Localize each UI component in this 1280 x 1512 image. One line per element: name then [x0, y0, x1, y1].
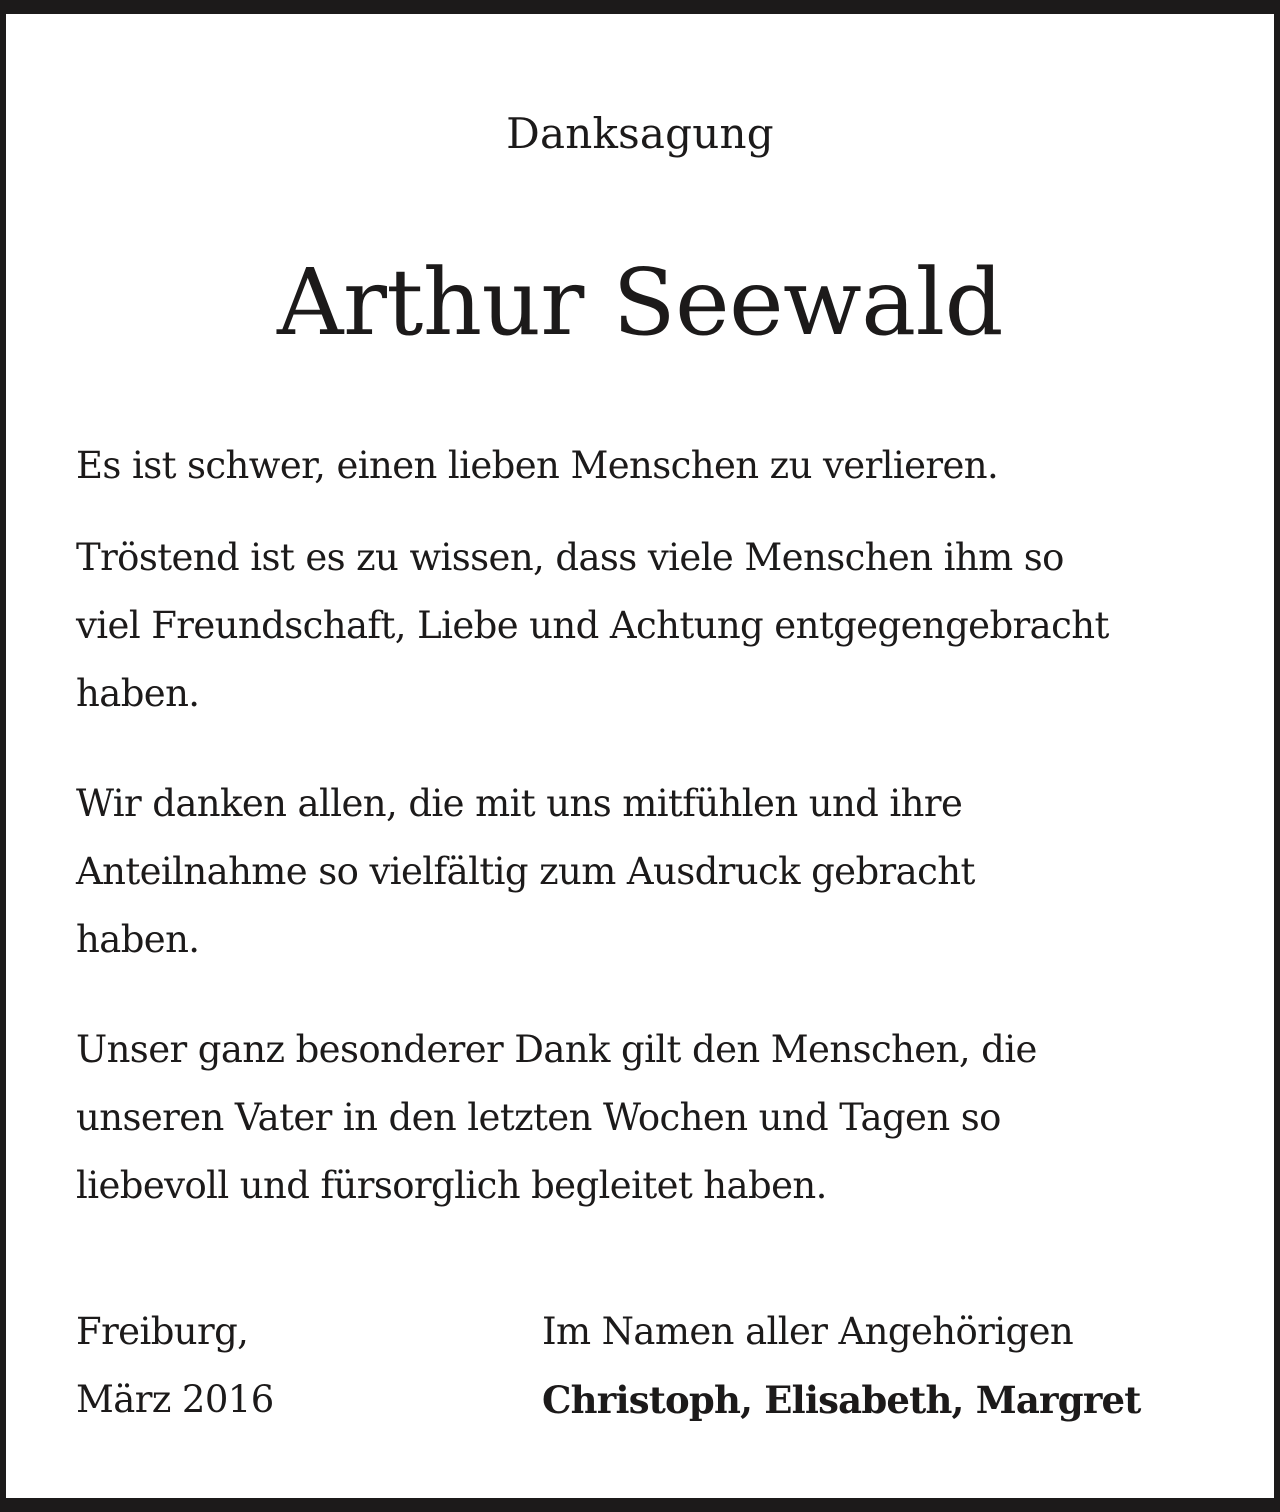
paragraph [76, 432, 1206, 500]
place: Freiburg, [76, 1310, 249, 1353]
date: März 2016 [76, 1378, 274, 1421]
paragraph-line: haben. [76, 672, 200, 715]
paragraph-line: Tröstend ist es zu wissen, dass viele Menschen ihm so [76, 536, 1064, 579]
notice-heading: Danksagung [506, 109, 774, 158]
paragraph [76, 524, 1206, 728]
deceased-name: Arthur Seewald [277, 249, 1003, 356]
signature-intro: Im Namen aller Angehörigen [542, 1310, 1074, 1353]
paragraph-line: viel Freundschaft, Liebe und Achtung entgegengebracht [76, 604, 1109, 647]
paragraph-line: Anteilnahme so vielfältig zum Ausdruck gebracht [76, 850, 975, 893]
signature-names: Christoph, Elisabeth, Margret [542, 1378, 1141, 1422]
paragraph-line: Es ist schwer, einen lieben Menschen zu verlieren. [76, 444, 999, 487]
paragraph-line: liebevoll und fürsorglich begleitet haben. [76, 1164, 827, 1207]
paragraph-line: haben. [76, 918, 200, 961]
paragraph-line: unseren Vater in den letzten Wochen und Tagen so [76, 1096, 1001, 1139]
paragraph-line: Unser ganz besonderer Dank gilt den Menschen, die [76, 1028, 1037, 1071]
paragraph [76, 770, 1206, 974]
paragraph [76, 1016, 1206, 1220]
paragraph-line: Wir danken allen, die mit uns mitfühlen und ihre [76, 782, 963, 825]
place-date-block [76, 1298, 274, 1434]
signature-block [542, 1298, 1141, 1434]
